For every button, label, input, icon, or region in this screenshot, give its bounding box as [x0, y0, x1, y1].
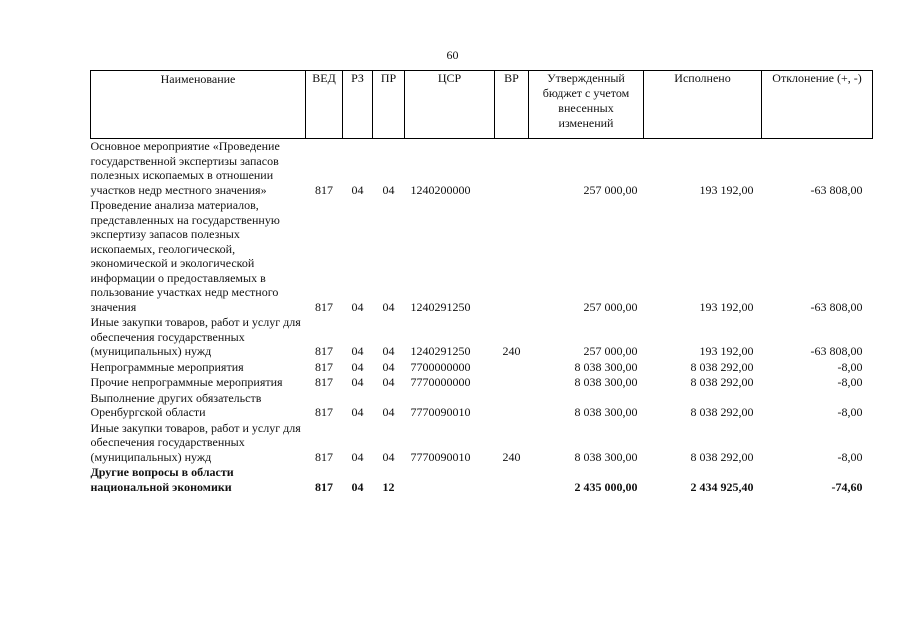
table-row [91, 315, 873, 360]
row-ved: 817 [315, 479, 333, 494]
row-rz: 04 [351, 344, 364, 358]
row-approved: 257 000,00 [583, 299, 638, 314]
row-deviation: -63 808,00 [810, 344, 863, 358]
row-vr [495, 139, 529, 199]
row-rz: 04 [351, 449, 364, 464]
row-approved: 8 038 300,00 [574, 359, 638, 374]
row-vr [495, 198, 529, 315]
row-executed: 8 038 292,00 [690, 405, 754, 419]
row-name: Иные закупки товаров, работ и услуг для обеспечения государственных (муниципальных) нужд [90, 315, 301, 358]
row-vr [495, 391, 529, 421]
row-name: Основное мероприятие «Проведение государственной экспертизы запасов полезных ископаемых в отношении участков недр местного значения» [90, 139, 280, 197]
page-number: 60 [446, 48, 459, 62]
row-vr [495, 375, 529, 391]
row-pr: 04 [382, 405, 395, 419]
row-rz: 04 [351, 299, 364, 314]
row-ved: 817 [315, 449, 333, 464]
row-deviation: -74,60 [831, 479, 863, 494]
column-header-csr: ЦСР [405, 71, 495, 139]
row-rz: 04 [351, 479, 364, 494]
row-pr: 04 [382, 359, 395, 374]
row-pr: 12 [382, 479, 395, 494]
column-header-deviation: Отклонение (+, -) [762, 71, 873, 139]
row-deviation: -63 808,00 [810, 182, 863, 197]
row-ved: 817 [315, 405, 333, 419]
row-ved: 817 [315, 182, 333, 197]
row-executed: 193 192,00 [699, 299, 754, 314]
row-approved: 2 435 000,00 [574, 479, 638, 494]
row-approved: 8 038 300,00 [574, 375, 638, 389]
row-csr: 7770090010 [410, 405, 471, 419]
row-deviation: -63 808,00 [810, 299, 863, 314]
row-pr: 04 [382, 375, 395, 389]
table-row [91, 391, 873, 421]
column-header-name: Наименование [91, 71, 306, 139]
row-name: Проведение анализа материалов, представленных на государственную экспертизу запасов полезных ископаемых, геологической, экономической и экологической информации о предоставляемых в пользование участках недр местного значения [90, 198, 280, 314]
row-approved: 8 038 300,00 [574, 449, 638, 464]
row-name: Прочие непрограммные мероприятия [90, 375, 283, 389]
row-rz: 04 [351, 359, 364, 374]
row-csr [405, 465, 495, 495]
row-name: Выполнение других обязательств Оренбургской области [90, 390, 262, 419]
row-csr: 7770090010 [410, 449, 471, 464]
column-header-rz: РЗ [343, 71, 373, 139]
row-pr: 04 [382, 299, 395, 314]
row-csr: 1240291250 [410, 299, 471, 314]
row-vr [495, 360, 529, 376]
table-header-row [91, 71, 873, 139]
row-pr: 04 [382, 182, 395, 197]
row-executed: 8 038 292,00 [690, 359, 754, 374]
row-executed: 193 192,00 [699, 344, 754, 358]
table-row [91, 375, 873, 391]
row-name: Непрограммные мероприятия [90, 359, 244, 374]
row-vr: 240 [502, 344, 521, 358]
table-row-subtotal [91, 465, 873, 495]
row-csr: 1240200000 [410, 182, 471, 197]
row-csr: 1240291250 [410, 344, 471, 358]
row-approved: 8 038 300,00 [574, 405, 638, 419]
row-rz: 04 [351, 405, 364, 419]
row-ved: 817 [315, 344, 333, 358]
row-rz: 04 [351, 375, 364, 389]
column-header-pr: ПР [373, 71, 405, 139]
row-executed: 193 192,00 [699, 182, 754, 197]
table-row [91, 139, 873, 199]
column-header-approved: Утвержденный бюджет с учетом внесенных изменений [529, 71, 644, 139]
column-header-vr: ВР [495, 71, 529, 139]
row-approved: 257 000,00 [583, 344, 638, 358]
table-row [91, 421, 873, 466]
table-row [91, 360, 873, 376]
row-ved: 817 [315, 375, 333, 389]
row-vr [495, 465, 529, 495]
row-deviation: -8,00 [837, 405, 863, 419]
row-deviation: -8,00 [837, 359, 863, 374]
row-ved: 817 [315, 359, 333, 374]
row-csr: 7770000000 [410, 375, 471, 389]
row-vr: 240 [502, 449, 521, 464]
row-csr: 7700000000 [410, 359, 471, 374]
row-pr: 04 [382, 449, 395, 464]
column-header-ved: ВЕД [306, 71, 343, 139]
row-executed: 8 038 292,00 [690, 375, 754, 389]
row-ved: 817 [315, 299, 333, 314]
column-header-executed: Исполнено [644, 71, 762, 139]
row-deviation: -8,00 [837, 449, 863, 464]
budget-execution-table [90, 70, 873, 495]
row-name: Другие вопросы в области национальной экономики [90, 465, 234, 494]
row-rz: 04 [351, 182, 364, 197]
row-executed: 8 038 292,00 [690, 449, 754, 464]
row-deviation: -8,00 [837, 375, 863, 389]
row-approved: 257 000,00 [583, 182, 638, 197]
row-name: Иные закупки товаров, работ и услуг для обеспечения государственных (муниципальных) нужд [90, 420, 301, 464]
row-pr: 04 [382, 344, 395, 358]
row-executed: 2 434 925,40 [690, 479, 754, 494]
table-row [91, 198, 873, 315]
